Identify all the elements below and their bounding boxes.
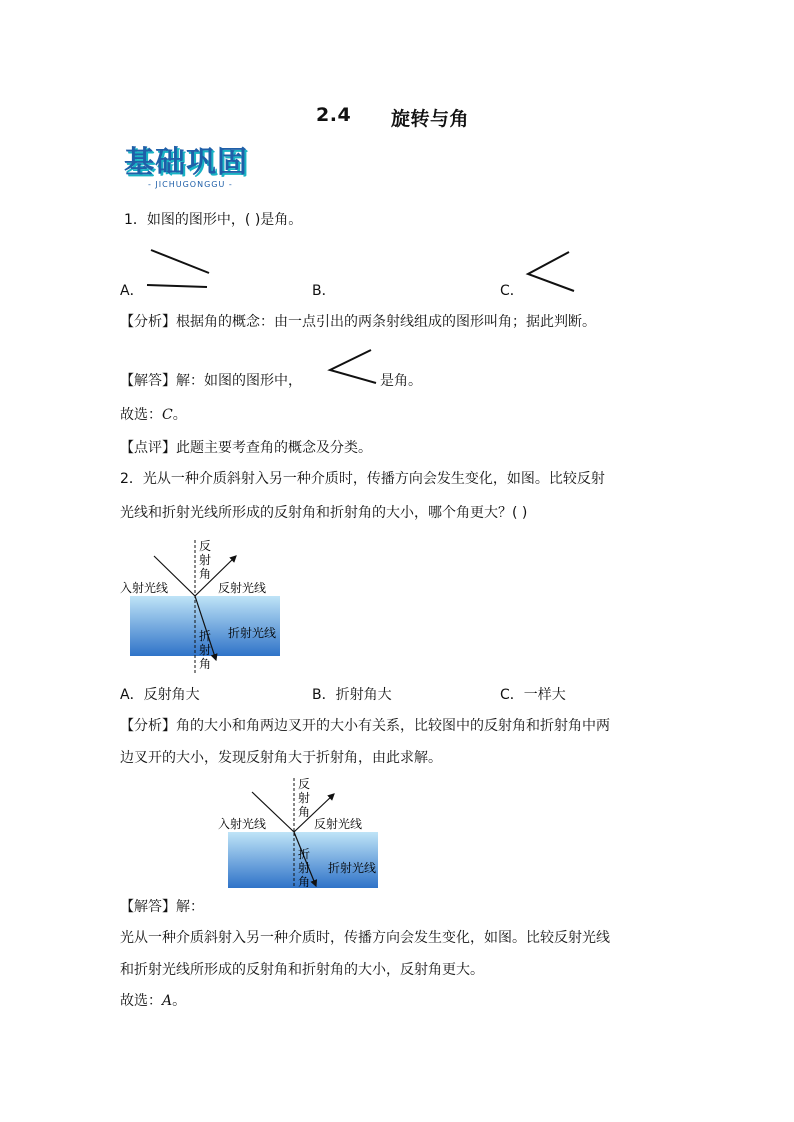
q1-choice-pre: 故选： (120, 407, 162, 423)
q2-answer-line2: 和折射光线所形成的反射角和折射角的大小，反射角更大。 (120, 962, 484, 978)
refract-angle-char-2: 射 (199, 643, 212, 657)
q1-option-c-label: C． (500, 283, 524, 299)
banner-logo (124, 146, 266, 194)
reflected-ray-label: 反射光线 (218, 581, 267, 595)
q1-stem: 1．如图的图形中，( )是角。 (124, 212, 303, 228)
q2-choice-pre: 故选： (120, 993, 162, 1009)
banner-subtext: - JICHUGONGGU - (148, 180, 233, 189)
banner-text: 基础巩固 (124, 145, 248, 180)
q2-answer-head-text: 解： (176, 899, 204, 915)
reflect-angle-char-3: 角 (298, 805, 311, 819)
q1-option-c-figure (522, 248, 578, 296)
reflect-angle-char-1: 反 (298, 777, 311, 791)
q2-light-diagram (118, 536, 288, 678)
q1-answer-pre-text: 解：如图的图形中， (176, 373, 302, 389)
refracted-ray-label: 折射光线 (328, 861, 377, 875)
q2-analysis-line1 (120, 716, 610, 736)
section-title: 旋转与角 (391, 108, 470, 130)
q2-answer-line1: 光从一种介质斜射入另一种介质时，传播方向会发生变化，如图。比较反射光线 (120, 930, 610, 946)
q2-analysis-tag: 【分析】 (120, 718, 176, 734)
refract-angle-char-1: 折 (298, 847, 311, 861)
refract-angle-char-3: 角 (199, 657, 212, 671)
incident-ray-label: 入射光线 (120, 581, 169, 595)
q1-comment (120, 438, 372, 458)
q2-choice-post: 。 (172, 993, 187, 1009)
q1-answer-tag: 【解答】 (120, 373, 176, 389)
reflected-ray-label: 反射光线 (314, 817, 363, 831)
q1-answer-pre (120, 371, 302, 391)
q2-stem-line2: 光线和折射光线所形成的反射角和折射角的大小，哪个角更大？( ) (120, 505, 528, 521)
q2-answer-light-diagram (216, 776, 386, 890)
q2-option-a: A．反射角大 (120, 687, 200, 703)
q1-choice-post: 。 (172, 407, 187, 423)
q1-option-a-label: A． (120, 283, 144, 299)
q2-choice-letter: A (162, 993, 173, 1009)
q1-analysis (120, 312, 596, 332)
q2-option-b: B．折射角大 (312, 687, 392, 703)
refracted-ray-label: 折射光线 (228, 626, 277, 640)
q1-option-b-label: B． (312, 283, 336, 299)
section-number: 2.4 (316, 104, 352, 126)
q2-analysis-line2: 边叉开的大小，发现反射角大于折射角，由此求解。 (120, 750, 442, 766)
q2-analysis-text-1: 角的大小和角两边叉开的大小有关系，比较图中的反射角和折射角中两 (176, 718, 610, 734)
q1-analysis-tag: 【分析】 (120, 314, 176, 330)
q2-answer-tag: 【解答】 (120, 899, 176, 915)
q1-answer-angle-figure (326, 347, 378, 387)
refract-angle-char-3: 角 (298, 875, 311, 889)
reflect-angle-char-3: 角 (199, 567, 212, 581)
q1-option-a-figure (145, 247, 213, 293)
q1-comment-tag: 【点评】 (120, 440, 176, 456)
reflect-angle-char-2: 射 (298, 791, 311, 805)
q1-answer-post: 是角。 (380, 373, 422, 389)
q2-stem-line1: 2．光从一种介质斜射入另一种介质时，传播方向会发生变化，如图。比较反射 (120, 471, 605, 487)
q1-analysis-text: 根据角的概念：由一点引出的两条射线组成的图形叫角；据此判断。 (176, 314, 596, 330)
reflect-angle-char-1: 反 (199, 539, 212, 553)
reflect-angle-char-2: 射 (199, 553, 212, 567)
q2-answer-head (120, 897, 204, 917)
q1-choice-letter: C (162, 407, 173, 423)
refract-angle-char-1: 折 (199, 629, 212, 643)
refract-angle-char-2: 射 (298, 861, 311, 875)
q2-option-c: C．一样大 (500, 687, 566, 703)
q1-choice (120, 405, 187, 425)
q2-choice (120, 991, 186, 1011)
q1-comment-text: 此题主要考查角的概念及分类。 (176, 440, 372, 456)
incident-ray-label: 入射光线 (218, 817, 267, 831)
